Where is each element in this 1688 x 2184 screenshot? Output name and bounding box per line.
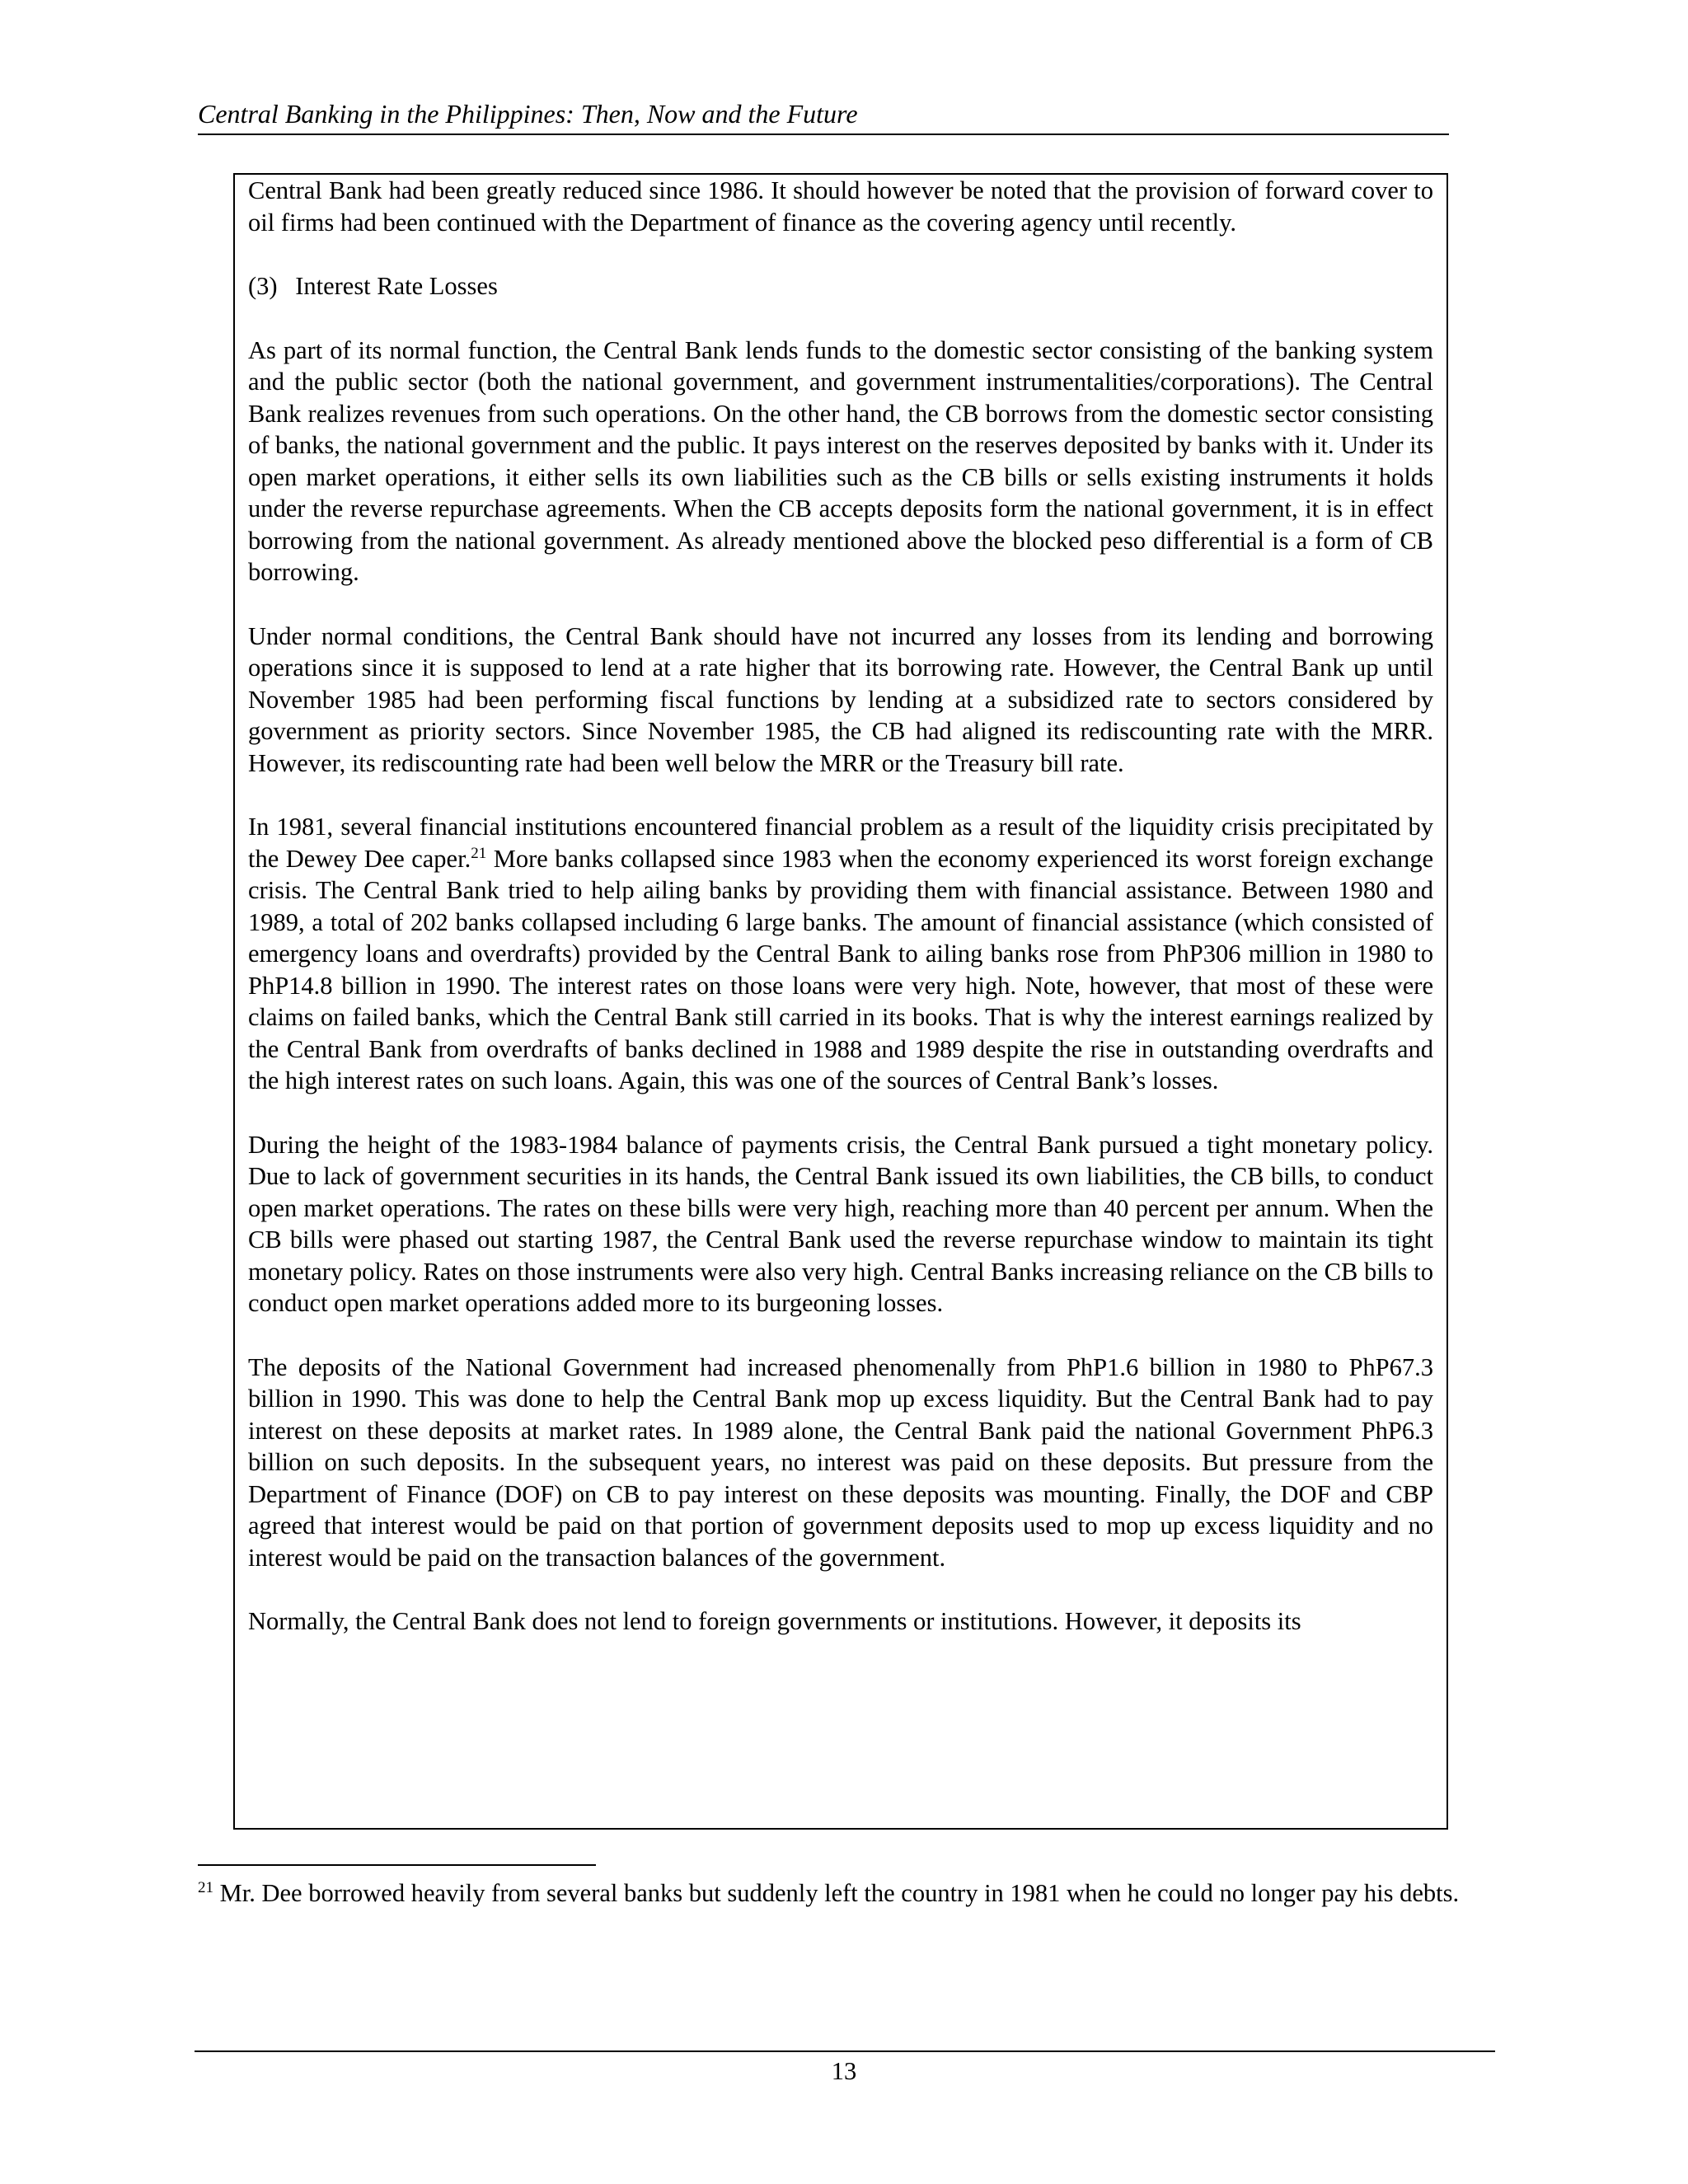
paragraph-foreign-deposits: Normally, the Central Bank does not lend to foreign governments or institutions. However, it deposits its — [248, 1607, 1301, 1635]
footer-rule — [195, 2050, 1495, 2052]
footnote-reference[interactable]: 21 — [471, 844, 487, 862]
page-number: 13 — [831, 2057, 857, 2085]
footnote-number: 21 — [198, 1878, 213, 1896]
paragraph-normal-function: As part of its normal function, the Central Bank lends funds to the domestic sector consisting of the banking system and the public sector (both the national government, and government instrumentalities/corporations). The Central Bank realizes revenues from such operations. On the other hand, the CB borrows from the domestic sector consisting of banks, the national government and the public. It pays interest on the reserves deposited by banks with it. Under its open market operations, it either sells its own liabilities such as the CB bills or sells existing instruments it holds under the reverse repurchase agreements. When the CB accepts deposits form the national government, it is in effect borrowing from the national government. As already mentioned above the blocked peso differential is a form of CB borrowing. — [248, 335, 1433, 586]
section-heading — [248, 270, 1433, 302]
paragraph-forward-cover: Central Bank had been greatly reduced since 1986. It should however be noted that the provision of forward cover to oil firms had been continued with the Department of finance as the covering agency until recently. — [248, 176, 1433, 237]
footnote-separator — [198, 1864, 596, 1866]
section-heading-text: Interest Rate Losses — [295, 272, 498, 300]
paragraph-bank-collapses-part1: In 1981, several financial institutions encountered financial problem as a result of the liquidity crisis precipitated by the Dewey Dee caper. — [248, 813, 1433, 873]
paragraph-normal-conditions: Under normal conditions, the Central Bank should have not incurred any losses from its lending and borrowing operations since it is supposed to lend at a rate higher that its borrowing rate. However, the Central Bank up until November 1985 had been performing fiscal functions by lending at a subsidized rate to sectors considered by government as priority sectors. Since November 1985, the CB had aligned its rediscounting rate with the MRR. However, its rediscounting rate had been well below the MRR or the Treasury bill rate. — [248, 621, 1433, 777]
paragraph-government-deposits: The deposits of the National Government had increased phenomenally from PhP1.6 billion in 1980 to PhP67.3 billion in 1990. This was done to help the Central Bank mop up excess liquidity. But the Central Bank had to pay interest on these deposits at market rates. In 1989 alone, the Central Bank paid the national Government PhP6.3 billion on such deposits. In the subsequent years, no interest was paid on these deposits. But pressure from the Department of Finance (DOF) on CB to pay interest on these deposits was mounting. Finally, the DOF and CBP agreed that interest would be paid on that portion of government deposits used to mop up excess liquidity and no interest would be paid on the transaction balances of the government. — [248, 1352, 1433, 1572]
boxed-text-section — [233, 173, 1448, 1830]
paragraph-bank-collapses-part2: More banks collapsed since 1983 when the economy experienced its worst foreign exchange crisis. The Central Bank tried to help ailing banks by providing them with financial assistance. Between 1980 and 1989, a total of 202 banks collapsed including 6 large banks. The amount of financial assistance (which consisted of emergency loans and overdrafts) provided by the Central Bank to ailing banks rose from PhP306 million in 1980 to PhP14.8 billion in 1990. The interest rates on those loans were very high. Note, however, that most of these were claims on failed banks, which the Central Bank still carried in its books. That is why the interest earnings realized by the Central Bank from overdrafts of banks declined in 1988 and 1989 despite the rise in outstanding overdrafts and the high interest rates on such loans. Again, this was one of the sources of Central Bank’s losses. — [248, 844, 1434, 1094]
footnote-text: Mr. Dee borrowed heavily from several banks but suddenly left the country in 1981 when he could no longer pay his debts. — [213, 1879, 1460, 1907]
paragraph-bank-collapses — [248, 811, 1433, 1097]
footnote — [198, 1877, 1484, 1909]
section-heading-number: (3) — [248, 272, 278, 300]
running-header: Central Banking in the Philippines: Then, Now and the Future — [198, 97, 1449, 135]
paragraph-tight-monetary-policy: During the height of the 1983-1984 balance of payments crisis, the Central Bank pursued a tight monetary policy. Due to lack of government securities in its hands, the Central Bank issued its own liabilities, the CB bills, to conduct open market operations. The rates on these bills were very high, reaching more than 40 percent per annum. When the CB bills were phased out starting 1987, the Central Bank used the reverse repurchase window to maintain its tight monetary policy. Rates on those instruments were also very high. Central Banks increasing reliance on the CB bills to conduct open market operations added more to its burgeoning losses. — [248, 1130, 1433, 1317]
